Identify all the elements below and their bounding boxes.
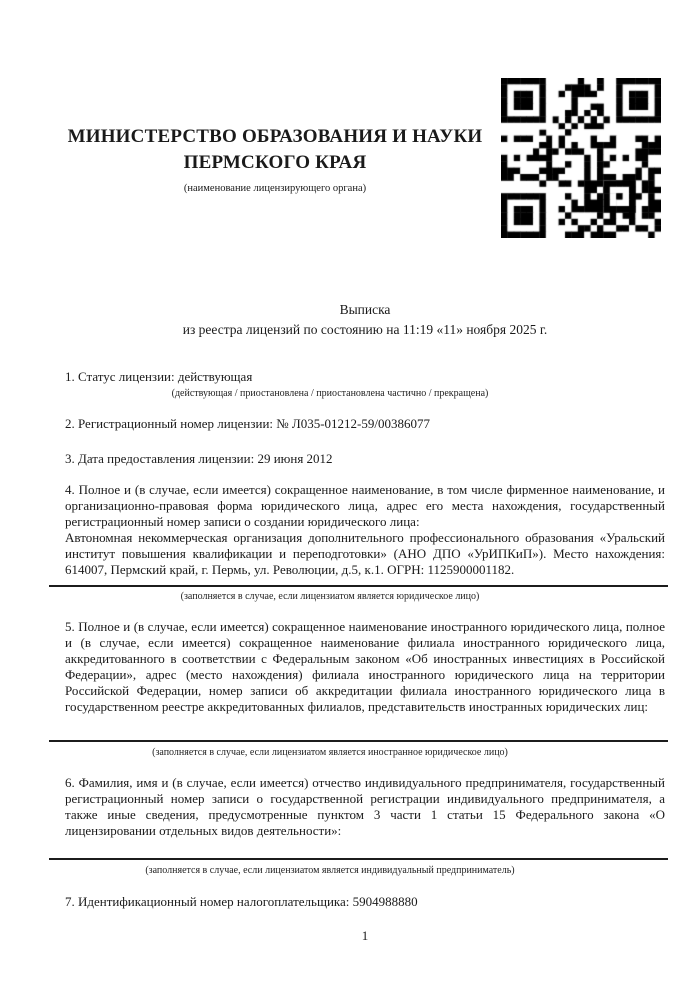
field-legal-entity-answer: Автономная некоммерческая организация дополнительного профессионального образования «Уральский институт повышения квалификации и переподготовки» (АНО ДПО «УрИПКиП»). Место нахождения: 614007, Пермский край, г. Пермь, ул. Революции, д.5, к.1. ОГРН: 1125900001182. — [65, 530, 665, 577]
issuing-authority-header — [55, 124, 495, 195]
field-foreign-entity-caption: (заполняется в случае, если лицензиатом является иностранное юридическое лицо) — [152, 747, 508, 758]
field-legal-entity-question: 4. Полное и (в случае, если имеется) сокращенное наименование, в том числе фирменное наименование, и организационно-правовая форма юридического лица, адрес его места нахождения, государственный регистрационный номер записи о создании юридического лица: — [65, 482, 665, 529]
field-license-status: 1. Статус лицензии: действующая — [65, 369, 253, 384]
field-legal-entity-caption: (заполняется в случае, если лицензиатом является юридическое лицо) — [180, 591, 480, 602]
authority-caption: (наименование лицензирующего органа) — [183, 183, 367, 194]
field-foreign-entity: 5. Полное и (в случае, если имеется) сокращенное наименование иностранного юридического лица, полное и (в случае, если имеется) сокращенное наименование филиала иностранного юридического лица, аккредитованного в соответствии с Федеральным законом «Об иностранных инвестициях в Российской Федерации», адрес (место нахождения) филиала иностранного юридического лица на территории Российской Федерации, номер записи об аккредитации филиала иностранного юридического лица в государственном реестре аккредитованных филиалов, представительств иностранных юридических лиц: — [65, 619, 665, 714]
field-grant-date: 3. Дата предоставления лицензии: 29 июня 2012 — [65, 451, 333, 466]
field-individual-entrepreneur: 6. Фамилия, имя и (в случае, если имеется) отчество индивидуального предпринимателя, государственный регистрационный номер записи о государственной регистрации индивидуального предпринимателя, а также иные сведения, предусмотренные пунктом 3 части 1 статьи 15 Федерального закона «О лицензировании отдельных видов деятельности»: — [65, 775, 665, 838]
field-license-status-caption: (действующая / приостановлена / приостановлена частично / прекращена) — [171, 388, 489, 399]
fill-in-line — [49, 740, 668, 742]
title-line2: из реестра лицензий по состоянию на 11:19 «11» ноября 2025 г. — [182, 322, 548, 337]
fill-in-line — [49, 585, 668, 587]
field-registration-number: 2. Регистрационный номер лицензии: № Л035-01212-59/00386077 — [65, 416, 431, 431]
authority-name-line2: ПЕРМСКОГО КРАЯ — [183, 152, 367, 173]
document-title — [65, 300, 665, 340]
qr-code-icon — [501, 78, 661, 238]
field-taxpayer-number: 7. Идентификационный номер налогоплательщика: 5904988880 — [65, 894, 418, 909]
title-line1: Выписка — [339, 302, 391, 317]
fill-in-line — [49, 858, 668, 860]
field-legal-entity — [65, 482, 665, 578]
authority-name-line1: МИНИСТЕРСТВО ОБРАЗОВАНИЯ И НАУКИ — [67, 126, 483, 147]
field-individual-entrepreneur-caption: (заполняется в случае, если лицензиатом является индивидуальный предприниматель) — [145, 865, 515, 876]
page-number: 1 — [361, 928, 369, 943]
